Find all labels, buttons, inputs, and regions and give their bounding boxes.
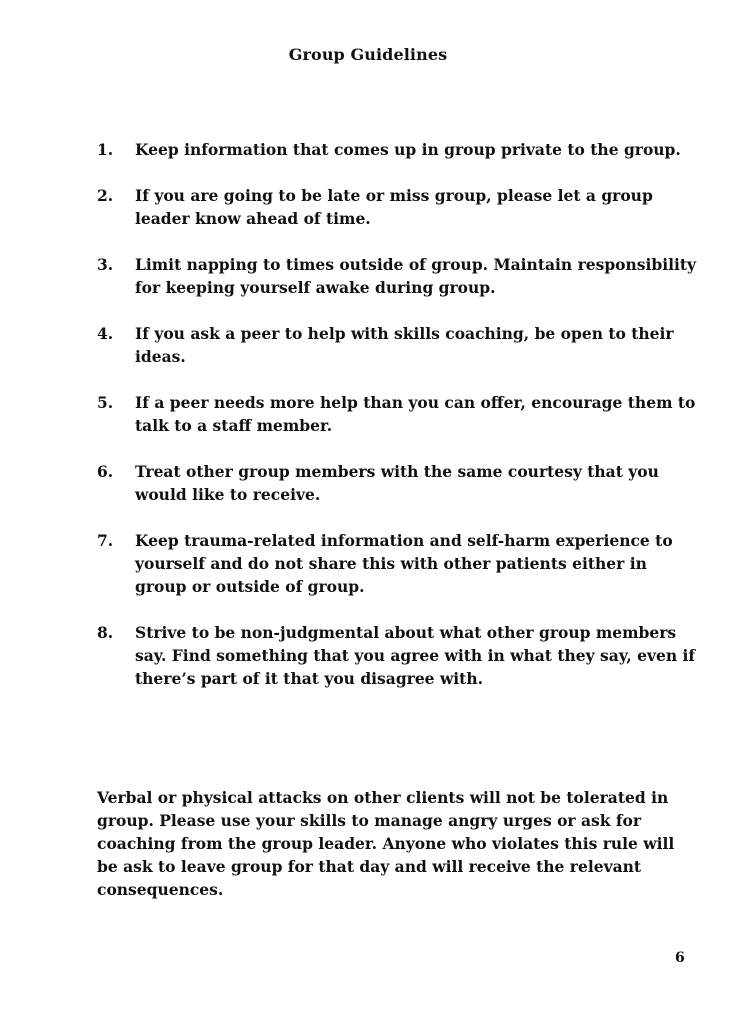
guideline-number: 7. bbox=[97, 531, 114, 550]
guidelines-list bbox=[97, 138, 697, 713]
guideline-text: Treat other group members with the same courtesy that you would like to receive. bbox=[135, 462, 659, 504]
guideline-number: 8. bbox=[97, 623, 114, 642]
guideline-number: 6. bbox=[97, 462, 114, 481]
guideline-text: Keep trauma-related information and self-harm experience to yourself and do not share this with other patients either in group or outside of group. bbox=[135, 531, 673, 596]
conduct-policy-paragraph: Verbal or physical attacks on other clients will not be tolerated in group. Please use your skills to manage angry urges or ask for coaching from the group leader. Anyone who violates this rule will be ask to leave group for that day and will receive the relevant consequences. bbox=[97, 788, 675, 899]
guideline-item bbox=[97, 138, 697, 161]
guideline-text: If you are going to be late or miss group, please let a group leader know ahead of time. bbox=[135, 186, 653, 228]
guideline-number: 2. bbox=[97, 186, 114, 205]
guideline-item bbox=[97, 391, 697, 437]
guideline-number: 1. bbox=[97, 140, 114, 159]
guideline-number: 3. bbox=[97, 255, 114, 274]
guideline-text: If you ask a peer to help with skills coaching, be open to their ideas. bbox=[135, 324, 674, 366]
guideline-item bbox=[97, 184, 697, 230]
guideline-item bbox=[97, 621, 697, 690]
guideline-item bbox=[97, 322, 697, 368]
guideline-number: 5. bbox=[97, 393, 114, 412]
guideline-text: Limit napping to times outside of group. Maintain responsibility for keeping yourself awake during group. bbox=[135, 255, 697, 297]
guideline-item bbox=[97, 253, 697, 299]
guideline-number: 4. bbox=[97, 324, 114, 343]
guideline-item bbox=[97, 529, 697, 598]
page-title: Group Guidelines bbox=[288, 45, 448, 64]
guideline-item bbox=[97, 460, 697, 506]
guideline-text: Keep information that comes up in group private to the group. bbox=[135, 140, 681, 159]
guideline-text: If a peer needs more help than you can offer, encourage them to talk to a staff member. bbox=[135, 393, 696, 435]
page-number: 6 bbox=[675, 950, 685, 966]
guideline-text: Strive to be non-judgmental about what other group members say. Find something that you agree with in what they say, even if there’s part of it that you disagree with. bbox=[135, 623, 696, 688]
